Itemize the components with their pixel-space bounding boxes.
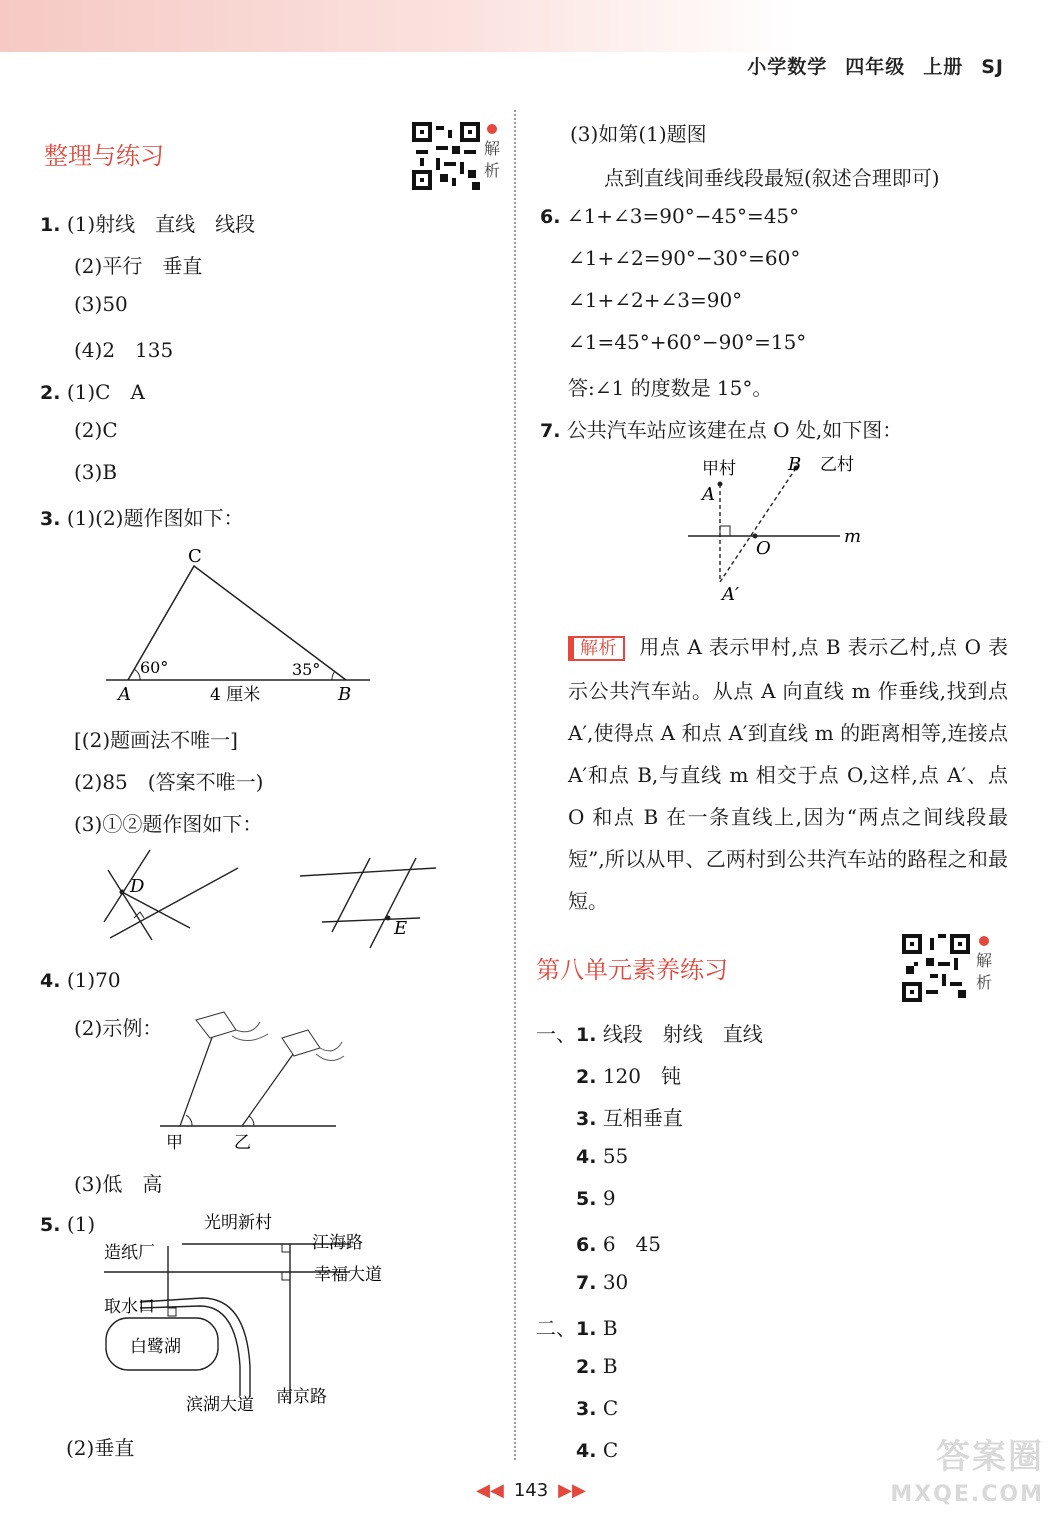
q4-part3: (3)低 高 xyxy=(74,1172,163,1196)
q1-part1: 1. (1)射线 直线 线段 xyxy=(40,212,256,236)
prev-arrows-icon: ◀◀ xyxy=(476,1480,504,1501)
section-title-unit8: 第八单元素养练习 xyxy=(536,956,728,984)
part2-item3: 3. C xyxy=(576,1396,619,1420)
label-binhu: 滨湖大道 xyxy=(186,1395,254,1415)
part2-item1: 二、1. B xyxy=(536,1316,618,1340)
next-arrows-icon: ▶▶ xyxy=(558,1480,586,1501)
label-E: E xyxy=(394,918,408,939)
label-m: m xyxy=(844,526,862,547)
part1-item1: 一、1. 线段 射线 直线 xyxy=(536,1022,763,1046)
label-yi: 乙 xyxy=(234,1133,251,1153)
q3-3-part1: (3)如第(1)题图 xyxy=(570,122,707,146)
header-grade: 四年级 xyxy=(845,56,906,78)
parallel-figure-e xyxy=(298,856,448,956)
label-B: B xyxy=(338,684,352,705)
section-title-review: 整理与练习 xyxy=(44,142,164,170)
label-A: A xyxy=(702,484,715,505)
part1-item6: 6. 6 45 xyxy=(576,1232,661,1256)
qr-code-icon[interactable] xyxy=(412,122,480,190)
q5-part1: 5. (1) xyxy=(40,1212,96,1236)
label-A: A xyxy=(118,684,131,705)
q3-3-part2: 点到直线间垂线段最短(叙述合理即可) xyxy=(604,166,940,190)
q3-intro: 3. (1)(2)题作图如下： xyxy=(40,506,244,530)
part1-item4: 4. 55 xyxy=(576,1144,629,1168)
label-zaozhi: 造纸厂 xyxy=(104,1243,155,1263)
qr-analysis-tag[interactable]: 解析 xyxy=(482,124,502,182)
q6-line3: ∠1+∠2+∠3=90° xyxy=(568,288,743,312)
top-band xyxy=(0,0,1062,52)
page-header xyxy=(729,52,1004,79)
q4-part2: (2)示例： xyxy=(74,1016,163,1040)
part2-item2: 2. B xyxy=(576,1354,618,1378)
q3-part3: (3)①②题作图如下： xyxy=(74,812,263,836)
label-jianghai: 江海路 xyxy=(312,1233,363,1253)
page-number: 143 xyxy=(513,1480,549,1501)
header-subject: 小学数学 xyxy=(747,56,828,78)
watermark: 答案圈 MXQE.COM xyxy=(890,1437,1044,1507)
label-bailu: 白鹭湖 xyxy=(130,1337,181,1357)
label-yicun: 乙村 xyxy=(820,455,854,475)
q1-part4: (4)2 135 xyxy=(74,338,174,362)
q5-part2: (2)垂直 xyxy=(66,1436,135,1460)
analysis-paragraph: 解析 用点 A 表示甲村,点 B 表示乙村,点 O 表示公共汽车站。从点 A 向直线 m 作垂线,找到点 A′,使得点 A 和点 A′到直线 m 的距离相等,连接点 A′和点 B,与直线 m 相交于点 O,这样,点 A′、点 O 和点 B 在一条直线上,因为“两点之间线段最短”,所以从甲、乙两村到公共汽车站的路程之和最短。 xyxy=(568,635,1009,913)
angle-60: 60° xyxy=(140,658,169,677)
label-A-prime: A′ xyxy=(722,584,740,605)
q7-text: 7. 公共汽车站应该建在点 O 处,如下图： xyxy=(540,418,903,442)
label-D: D xyxy=(130,876,145,897)
q4-part1: 4. (1)70 xyxy=(40,968,121,992)
label-jiacun: 甲村 xyxy=(702,459,736,479)
q1-part2: (2)平行 垂直 xyxy=(74,254,203,278)
part1-item2: 2. 120 钝 xyxy=(576,1064,681,1088)
part1-item5: 5. 9 xyxy=(576,1186,616,1210)
q6-line1: 6. ∠1+∠3=90°−45°=45° xyxy=(540,204,800,228)
label-O: O xyxy=(756,538,771,559)
header-volume: 上册 xyxy=(923,56,964,78)
label-C: C xyxy=(188,546,202,567)
qr-analysis-tag-2[interactable]: 解析 xyxy=(974,936,994,994)
label-xingfu: 幸福大道 xyxy=(314,1265,382,1285)
header-edition: SJ xyxy=(981,56,1004,78)
q2-part1: 2. (1)C A xyxy=(40,380,145,404)
part2-item4: 4. C xyxy=(576,1438,619,1462)
analysis-tag: 解析 xyxy=(568,636,625,661)
part1-item3: 3. 互相垂直 xyxy=(576,1106,683,1130)
q2-part2: (2)C xyxy=(74,418,118,442)
part1-item7: 7. 30 xyxy=(576,1270,629,1294)
q6-line2: ∠1+∠2=90°−30°=60° xyxy=(568,246,801,270)
qr-code-icon-2[interactable] xyxy=(902,934,970,1002)
q6-line5: 答:∠1 的度数是 15°。 xyxy=(568,376,773,400)
map-figure xyxy=(100,1206,410,1416)
q3-note: [(2)题画法不唯一] xyxy=(74,728,238,752)
base-length: 4 厘米 xyxy=(210,685,261,705)
column-divider xyxy=(514,110,516,1460)
kite-figure xyxy=(156,1006,346,1156)
perpendicular-figure-d xyxy=(100,846,250,946)
label-qushui: 取水口 xyxy=(104,1297,155,1317)
label-jia: 甲 xyxy=(166,1133,183,1153)
label-guangming: 光明新村 xyxy=(204,1213,272,1233)
angle-35: 35° xyxy=(292,660,321,679)
bus-stop-figure xyxy=(684,450,874,610)
q6-line4: ∠1=45°+60°−90°=15° xyxy=(568,330,807,354)
label-nanjing: 南京路 xyxy=(276,1387,327,1407)
q2-part3: (3)B xyxy=(74,460,118,484)
triangle-figure xyxy=(100,540,380,710)
q1-part3: (3)50 xyxy=(74,292,128,316)
play-icon xyxy=(487,124,497,134)
label-B: B xyxy=(788,454,802,475)
play-icon-2 xyxy=(979,936,989,946)
q3-part2: (2)85 (答案不唯一) xyxy=(74,770,264,794)
